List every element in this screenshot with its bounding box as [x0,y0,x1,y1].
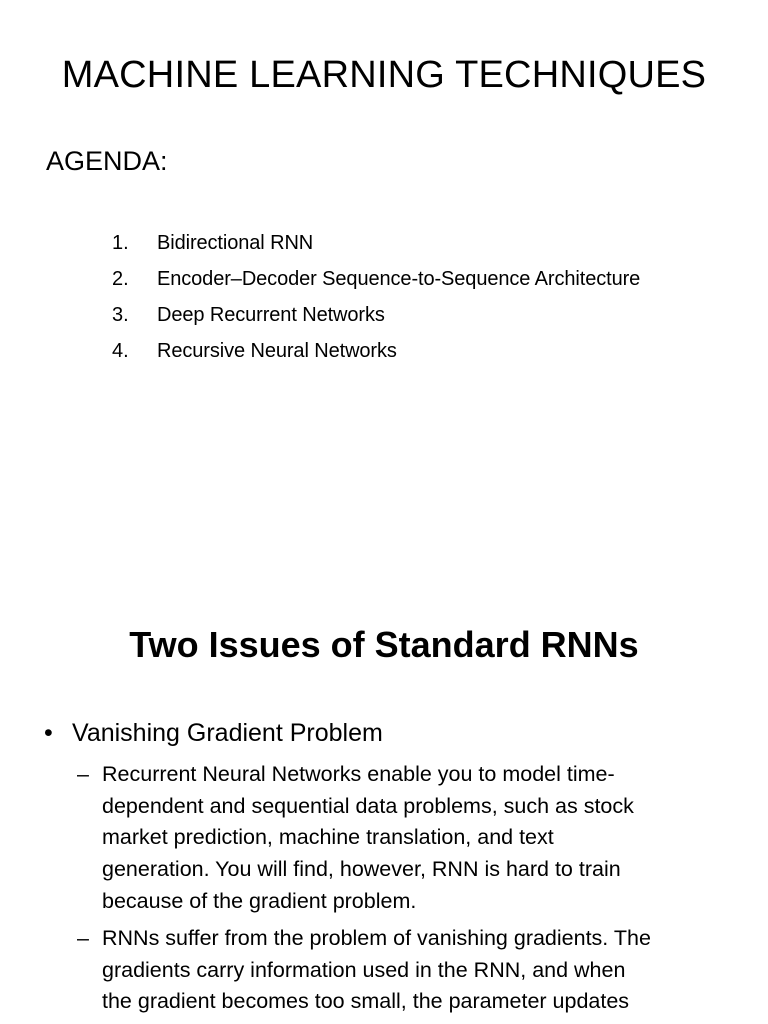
text-line: dependent and sequential data problems, such as stock [102,793,634,818]
agenda-item-text: Recursive Neural Networks [157,340,397,362]
agenda-item-text: Deep Recurrent Networks [157,304,385,326]
text-line: RNNs suffer from the problem of vanishing gradients. The [102,926,651,950]
text-line: gradients carry information used in the RNN, and when [102,957,626,982]
sub-bullet-text [102,923,732,1018]
agenda-list [0,227,768,371]
bullet-marker: • [44,719,53,747]
agenda-item [0,299,768,335]
agenda-item-number: 4. [112,340,129,362]
text-line: the gradient becomes too small, the parameter updates [102,989,630,1014]
slide-rnn-issues [0,575,768,1024]
sub-bullet-marker: – [77,762,89,786]
agenda-item-text: Bidirectional RNN [157,232,314,254]
agenda-item [0,335,768,371]
slide-title: Two Issues of Standard RNNs [129,624,639,665]
text-line: Recurrent Neural Networks enable you to model time- [102,762,615,786]
agenda-item [0,227,768,263]
agenda-item-number: 1. [112,232,129,254]
agenda-item-text: Encoder–Decoder Sequence-to-Sequence Architecture [157,268,641,290]
sub-bullet-marker: – [77,926,89,950]
slide-title: MACHINE LEARNING TECHNIQUES [61,54,707,96]
agenda-heading: AGENDA: [46,146,168,176]
text-line: because of the gradient problem. [102,888,417,913]
text-line: market prediction, machine translation, and text [102,825,554,850]
agenda-item-number: 3. [112,304,129,326]
bullet-text: Vanishing Gradient Problem [72,719,383,747]
agenda-item [0,263,768,299]
sub-bullet-text [102,759,732,918]
text-line: generation. You will find, however, RNN is hard to train [102,857,621,882]
agenda-item-number: 2. [112,268,129,290]
